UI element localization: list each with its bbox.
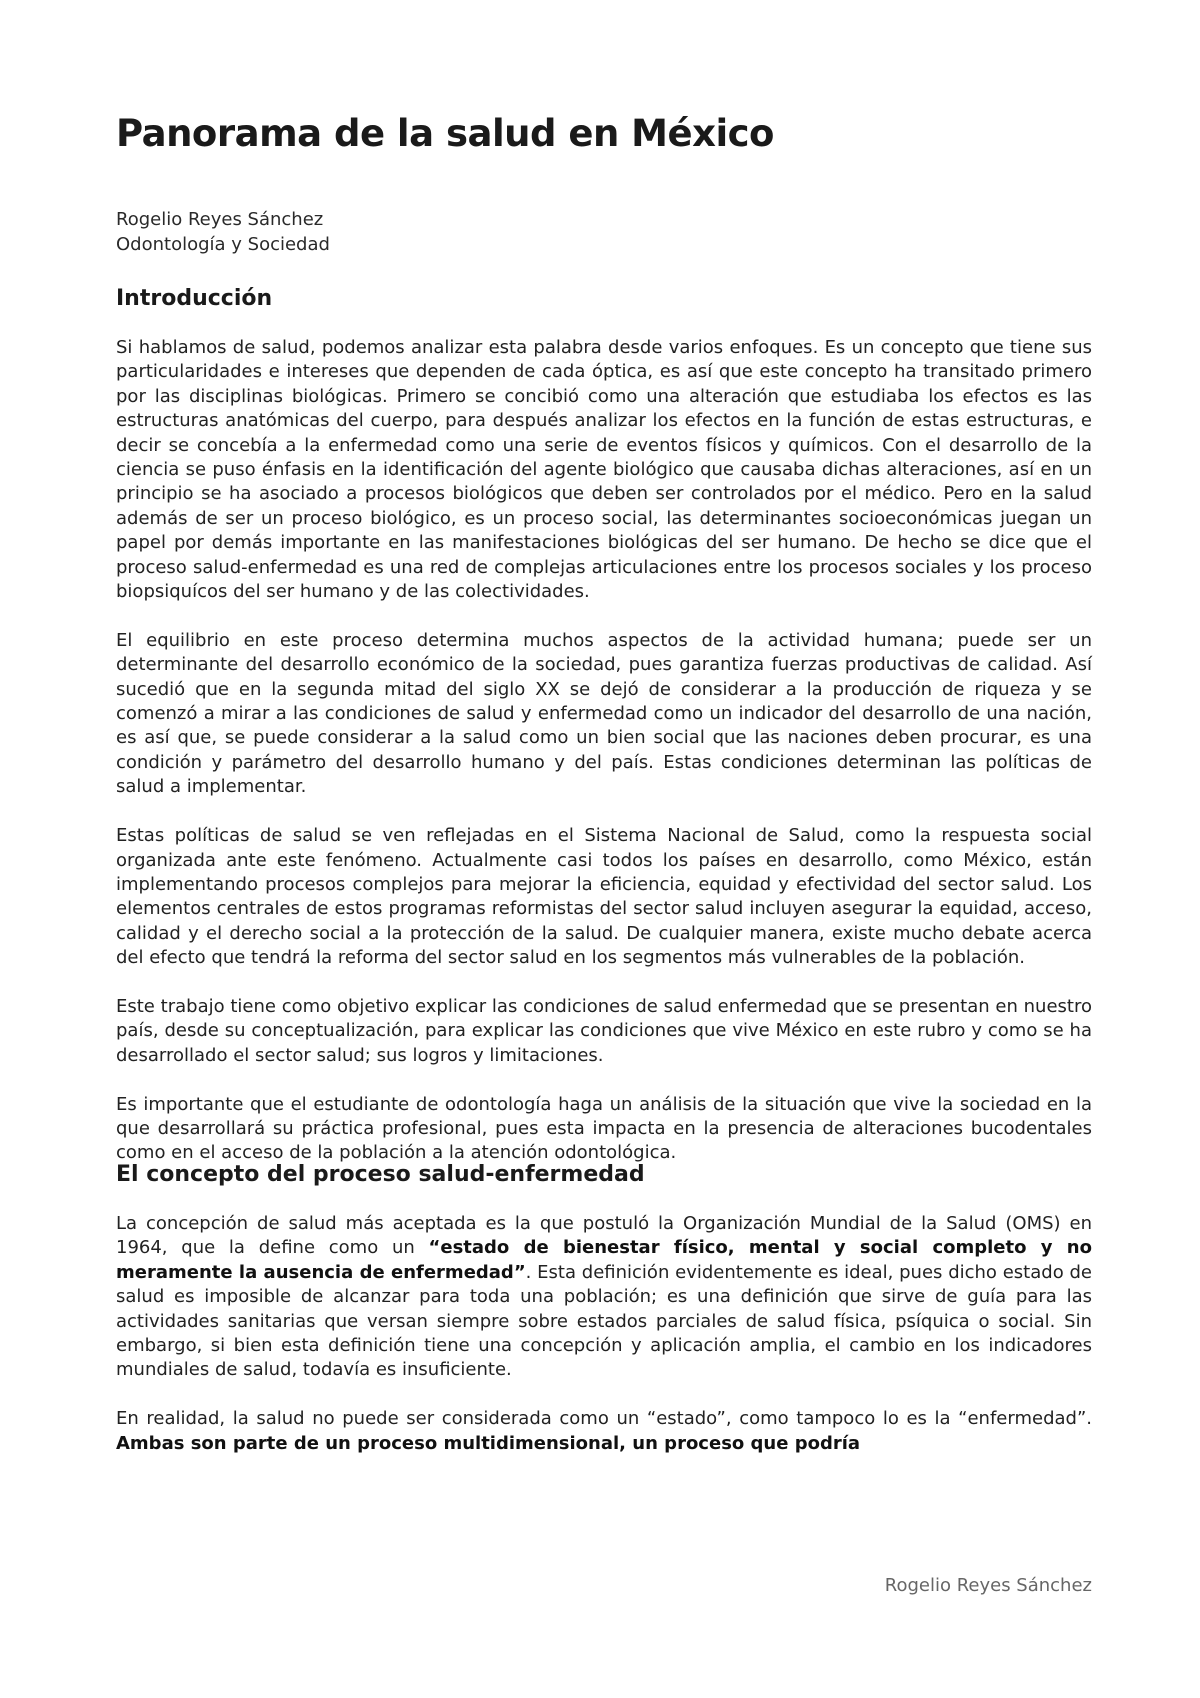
author-name: Rogelio Reyes Sánchez (116, 209, 324, 230)
introduction-body (116, 336, 1092, 1190)
concept-body (116, 1212, 1092, 1480)
intro-paragraph-5: Es importante que el estudiante de odontología haga un análisis de la situación que vive la sociedad en la que desarrollará su práctica profesional, pues esta impacta en la presencia de alteraciones bucodentales como en el acceso de la población a la atención odontológica. (116, 1093, 1092, 1164)
concept-paragraph-1 (116, 1212, 1092, 1383)
who-definition-quote: “estado de bienestar físico, mental y social completo y no meramente la ausencia de enfermedad” (116, 1237, 1092, 1283)
document-title: Panorama de la salud en México (116, 112, 774, 155)
intro-paragraph-3: Estas políticas de salud se ven reflejadas en el Sistema Nacional de Salud, como la respuesta social organizada ante este fenómeno. Actualmente casi todos los países en desarrollo, como México, están implementando procesos complejos para mejorar la eficiencia, equidad y efectividad del sector salud. Los elementos centrales de estos programas reformistas del sector salud incluyen asegurar la equidad, acceso, calidad y el derecho social a la protección de la salud. De cualquier manera, existe mucho debate acerca del efecto que tendrá la reforma del sector salud en los segmentos más vulnerables de la población. (116, 825, 1092, 969)
intro-paragraph-1: Si hablamos de salud, podemos analizar esta palabra desde varios enfoques. Es un concepto que tiene sus particularidades e intereses que dependen de cada óptica, es así que este concepto ha transitado primero por las disciplinas biológicas. Primero se concibió como una alteración que estudiaba los efectos es las estructuras anatómicas del cuerpo, para después analizar los efectos en la función de estas estructuras, e decir se concebía a la enfermedad como una serie de eventos físicos y químicos. Con el desarrollo de la ciencia se puso énfasis en la identificación del agente biológico que causaba dichas alteraciones, así en un principio se ha asociado a procesos biológicos que deben ser controlados por el médico. Pero en la salud además de ser un proceso biológico, es un proceso social, las determinantes socioeconómicas juegan un papel por demás importante en las manifestaciones biológicas del ser humano. De hecho se dice que el proceso salud-enfermedad es una red de complejas articulaciones entre los procesos sociales y los proceso biopsiquícos del ser humano y de las colectividades. (116, 337, 1092, 603)
concept-p1-text-b: . Esta definición evidentemente es ideal, pues dicho estado de salud es imposible de alcanzar para toda una población; es una definición que sirve de guía para las actividades sanitarias que versan siempre sobre estados parciales de salud física, psíquica o social. Sin embargo, si bien esta definición tiene una concepción y aplicación amplia, el cambio en los indicadores mundiales de salud, todavía es insuficiente. (116, 1261, 1092, 1381)
intro-paragraph-4: Este trabajo tiene como objetivo explicar las condiciones de salud enfermedad que se presentan en nuestro país, desde su conceptualización, para explicar las condiciones que vive México en este rubro y como se ha desarrollado el sector salud; sus logros y limitaciones. (116, 995, 1092, 1066)
intro-paragraph-2: El equilibrio en este proceso determina muchos aspectos de la actividad humana; puede ser un determinante del desarrollo económico de la sociedad, pues garantiza fuerzas productivas de calidad. Así sucedió que en la segunda mitad del siglo XX se dejó de considerar a la producción de riqueza y se comenzó a mirar a las condiciones de salud y enfermedad como un indicador del desarrollo de una nación, es así que, se puede considerar a la salud como un bien social que las naciones deben procurar, es una condición y parámetro del desarrollo humano y del país. Estas condiciones determinan las políticas de salud a implementar. (116, 629, 1092, 798)
concept-p2-bold: Ambas son parte de un proceso multidimensional, un proceso que podría (116, 1432, 861, 1454)
section-heading-concept: El concepto del proceso salud-enfermedad (116, 1162, 645, 1187)
section-heading-introduction: Introducción (116, 286, 273, 311)
concept-p1-text-a: La concepción de salud más aceptada es la que postuló la Organización Mundial de la Salud (OMS) en 1964, que la define como un (116, 1213, 1092, 1259)
concept-paragraph-2 (116, 1407, 1092, 1456)
concept-p2-text-a: En realidad, la salud no puede ser considerada como un “estado”, como tampoco lo es la “enfermedad”. (116, 1408, 1092, 1430)
page-footer-author: Rogelio Reyes Sánchez (884, 1575, 1092, 1596)
course-name: Odontología y Sociedad (116, 234, 330, 255)
document-page (116, 0, 1092, 1698)
document-meta (116, 207, 330, 257)
